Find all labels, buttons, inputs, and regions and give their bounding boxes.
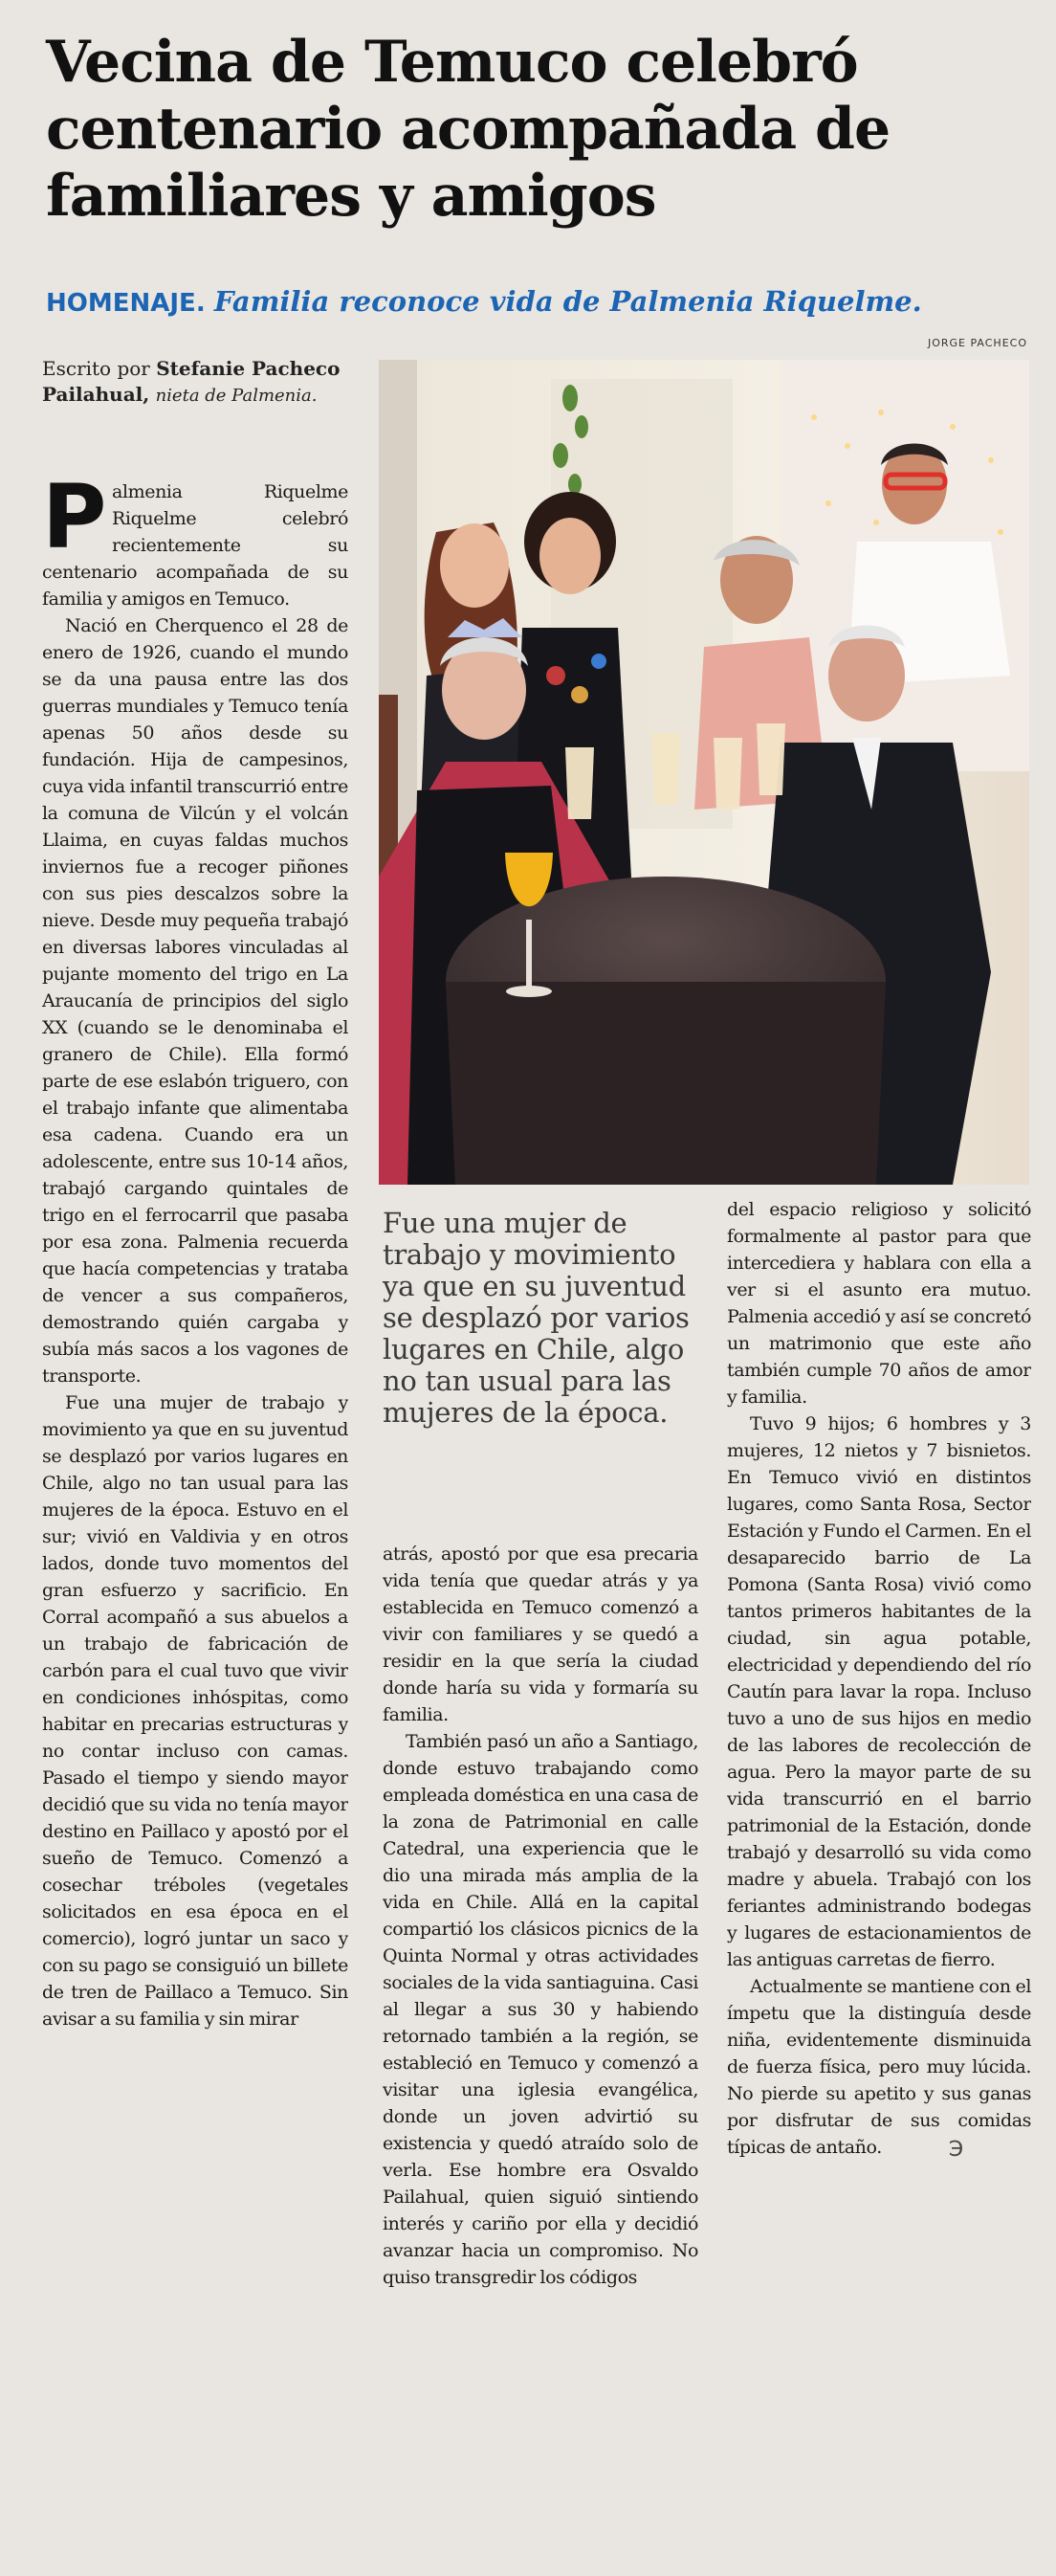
- deck: [46, 283, 1022, 322]
- deck-text: Familia reconoce vida de Palmenia Riquelme.: [213, 285, 922, 318]
- end-mark-icon: ℈: [948, 2135, 963, 2159]
- family-photo: [379, 360, 1029, 1185]
- paragraph-4: atrás, apostó por que esa precaria vida tenía que quedar atrás y ya establecida en Temuco comenzó a vivir con familiares y se quedó a residir en la que sería la ciudad donde haría su vida y formaría su familia.: [383, 1543, 698, 1725]
- pull-quote: Fue una mujer de trabajo y movimiento ya que en su juventud se desplazó por varios lugares en Chile, algo no tan usual para las mujeres de la época.: [383, 1207, 690, 1429]
- paragraph-6: del espacio religioso y solicitó formalmente al pastor para que intercediera y hablara con ella a ver si el asunto era mutuo. Palmenia accedió y así se concretó un matrimonio que este año también cumple 70 años de amor y familia.: [727, 1199, 1031, 1408]
- paragraph-5: También pasó un año a Santiago, donde estuvo trabajando como empleada doméstica en una casa de la zona de Patrimonial en calle Catedral, una experiencia que le dio una mirada más amplia de la vida en Chile. Allá en la capital compartió los clásicos picnics de la Quinta Normal y otras actividades sociales de la vida santiaguina. Casi al llegar a sus 30 y habiendo retornado también a la región, se estableció en Temuco y comenzó a visitar una iglesia evangélica, donde un joven advirtió su existencia y quedó atraído solo de verla. Ese hombre era Osvaldo Pailahual, quien siguió sintiendo interés y cariño por ella y decidió avanzar hacia un compromiso. No quiso transgredir los códigos: [383, 1731, 698, 2288]
- byline: [42, 356, 348, 409]
- paragraph-2: Nació en Cherquenco el 28 de enero de 1926, cuando el mundo se da una pausa entre las dos guerras mundiales y Temuco tenía apenas 50 años desde su fundación. Hija de campesinos, cuya vida infantil transcurrió entre la comuna de Vilcún y el volcán Llaima, en cuyas faldas muchos inviernos fue a recoger piñones con sus pies descalzos sobre la nieve. Desde muy pequeña trabajó en diversas labores vinculadas al pujante momento del trigo en La Araucanía de principios del siglo XX (cuando se le denominaba el granero de Chile). Ella formó parte de ese eslabón triguero, con el trabajo infante que alimentaba esa cadena. Cuando era un adolescente, entre sus 10-14 años, trabajó cargando quintales de trigo en el ferrocarril que pasaba por esa zona. Palmenia recuerda que hacía competencias y trataba de vencer a sus compañeros, demostrando quién cargaba y subía más sacos a los vagones de transporte.: [42, 615, 348, 1387]
- photo-credit: JORGE PACHECO: [927, 337, 1027, 349]
- article-column-3: [727, 1196, 1031, 2526]
- deck-kicker: HOMENAJE.: [46, 289, 206, 318]
- paragraph-7: Tuvo 9 hijos; 6 hombres y 3 mujeres, 12 nietos y 7 bisnietos. En Temuco vivió en distintos lugares, como Santa Rosa, Sector Estación y Fundo el Carmen. En el desaparecido barrio de La Pomona (Santa Rosa) vivió como tantos primeros habitantes de la ciudad, sin agua potable, electricidad y dependiendo del río Cautín para lavar la ropa. Incluso tuvo a uno de sus hijos en medio de las labores de recolección de agua. Pero la mayor parte de su vida transcurrió en el barrio patrimonial de la Estación, donde trabajó y desarrolló su vida como madre y abuela. Trabajó con los feriantes administrando bodegas y lugares de estacionamientos de las antiguas carretas de fierro.: [727, 1413, 1031, 1970]
- headline: Vecina de Temuco celebró centenario acompañada de familiares y amigos: [46, 29, 891, 230]
- article-column-1: [42, 478, 348, 2526]
- article-column-2: [383, 1541, 698, 2526]
- paragraph-8: Actualmente se mantiene con el ímpetu que la distinguía desde niña, evidentemente disminuida de fuerza física, pero muy lúcida. No pierde su apetito y sus ganas por disfrutar de sus comidas típicas de antaño. ℈: [727, 1976, 1031, 2159]
- byline-prefix: Escrito por: [42, 357, 150, 380]
- byline-author: Stefanie Pacheco Pailahual,: [42, 357, 341, 406]
- drop-cap: P: [42, 478, 107, 568]
- paragraph-1: Palmenia Riquelme Riquelme celebró recientemente su centenario acompañada de su familia y amigos en Temuco.: [42, 478, 348, 610]
- paragraph-3: Fue una mujer de trabajo y movimiento ya que en su juventud se desplazó por varios lugares en Chile, algo no tan usual para las mujeres de la época. Estuvo en el sur; vivió en Valdivia y en otros lados, donde tuvo momentos del gran esfuerzo y sacrificio. En Corral acompañó a sus abuelos a un trabajo de fabricación de carbón para el cual tuvo que vivir en condiciones inhóspitas, como habitar en precarias estructuras y no contar incluso con camas. Pasado el tiempo y siendo mayor decidió que su vida no tenía mayor destino en Paillaco y apostó por el sueño de Temuco. Comenzó a cosechar tréboles (vegetales solicitados en esa época en el comercio), logró juntar un saco y con su pago se consiguió un billete de tren de Paillaco a Temuco. Sin avisar a su familia y sin mirar: [42, 1392, 348, 2030]
- byline-role: nieta de Palmenia.: [155, 386, 318, 406]
